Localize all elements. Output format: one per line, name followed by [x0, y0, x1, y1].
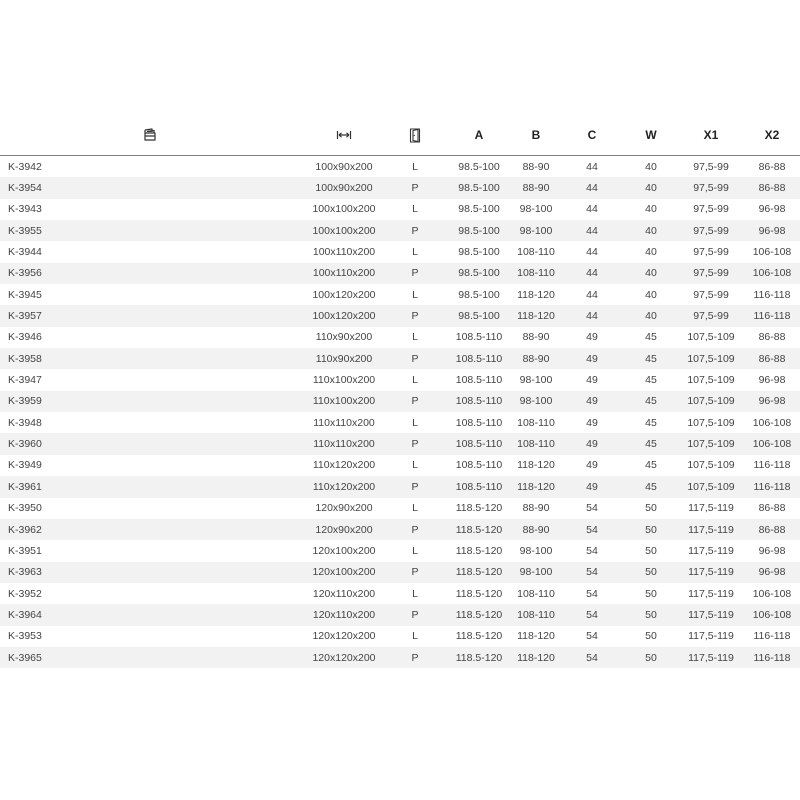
w-value: 45 — [645, 459, 657, 472]
size-value: 100x120x200 — [312, 288, 376, 301]
table-row — [0, 263, 800, 284]
w-value: 40 — [645, 246, 657, 259]
a-value: 108.5-110 — [455, 374, 503, 387]
c-value: 49 — [586, 416, 598, 429]
table-row — [0, 391, 800, 412]
table-row — [0, 455, 800, 476]
c-value: 49 — [586, 438, 598, 451]
x1-value: 117,5-119 — [688, 587, 734, 600]
w-value: 45 — [645, 480, 657, 493]
c-value: 44 — [586, 182, 598, 195]
table-row — [0, 562, 800, 583]
size-value: 100x100x200 — [312, 203, 376, 216]
header-b: B — [531, 128, 541, 142]
size-value: 110x120x200 — [312, 480, 376, 493]
table-body — [0, 156, 800, 668]
x2-value: 116-118 — [753, 459, 791, 472]
size-value: 120x90x200 — [315, 502, 373, 515]
product-code: K-3951 — [8, 544, 42, 557]
b-value: 98-100 — [519, 224, 553, 237]
w-value: 50 — [645, 608, 657, 621]
table-row — [0, 626, 800, 647]
x2-value: 116-118 — [753, 630, 791, 643]
size-value: 110x90x200 — [315, 331, 373, 344]
x2-value: 96-98 — [758, 544, 786, 557]
type-value: L — [412, 203, 418, 216]
product-code: K-3953 — [8, 630, 42, 643]
b-value: 108-110 — [517, 608, 555, 621]
a-value: 108.5-110 — [455, 352, 503, 365]
x1-value: 107,5-109 — [687, 480, 735, 493]
size-value: 100x120x200 — [312, 310, 376, 323]
a-value: 98.5-100 — [458, 246, 500, 259]
product-code: K-3959 — [8, 395, 42, 408]
type-value: P — [411, 224, 419, 237]
a-value: 108.5-110 — [455, 438, 503, 451]
c-value: 44 — [586, 246, 598, 259]
x1-value: 107,5-109 — [687, 438, 735, 451]
product-code: K-3957 — [8, 310, 42, 323]
c-value: 54 — [586, 544, 598, 557]
type-value: P — [411, 651, 419, 664]
door-icon — [395, 115, 435, 155]
x1-value: 97,5-99 — [693, 160, 729, 173]
size-value: 110x110x200 — [313, 438, 375, 451]
type-value: L — [412, 246, 418, 259]
size-value: 110x100x200 — [312, 374, 376, 387]
x1-value: 107,5-109 — [687, 395, 735, 408]
w-value: 50 — [645, 502, 657, 515]
x1-value: 97,5-99 — [693, 288, 729, 301]
x1-value: 97,5-99 — [693, 267, 729, 280]
c-value: 54 — [586, 651, 598, 664]
w-value: 40 — [645, 224, 657, 237]
table-row — [0, 540, 800, 561]
header-x2: X2 — [764, 128, 780, 142]
product-code: K-3958 — [8, 352, 42, 365]
size-value: 110x90x200 — [315, 352, 373, 365]
product-code: K-3943 — [8, 203, 42, 216]
x1-value: 117,5-119 — [688, 502, 734, 515]
x2-value: 96-98 — [758, 566, 786, 579]
w-value: 50 — [645, 544, 657, 557]
x2-value: 106-108 — [752, 267, 792, 280]
x1-value: 97,5-99 — [693, 203, 729, 216]
a-value: 98.5-100 — [458, 203, 500, 216]
type-value: P — [411, 395, 419, 408]
w-value: 40 — [645, 160, 657, 173]
product-code: K-3945 — [8, 288, 42, 301]
a-value: 108.5-110 — [455, 416, 503, 429]
c-value: 49 — [586, 331, 598, 344]
a-value: 98.5-100 — [458, 310, 500, 323]
w-value: 45 — [645, 438, 657, 451]
c-value: 49 — [586, 395, 598, 408]
size-value: 110x100x200 — [312, 395, 376, 408]
product-code: K-3944 — [8, 246, 42, 259]
size-value: 120x90x200 — [315, 523, 373, 536]
x1-value: 107,5-109 — [687, 374, 735, 387]
b-value: 108-110 — [517, 438, 555, 451]
table-row — [0, 305, 800, 326]
c-value: 44 — [586, 224, 598, 237]
w-value: 50 — [645, 630, 657, 643]
width-arrows-icon — [300, 115, 388, 155]
w-value: 45 — [645, 416, 657, 429]
b-value: 88-90 — [522, 160, 550, 173]
type-value: L — [412, 459, 418, 472]
w-value: 45 — [645, 395, 657, 408]
x1-value: 107,5-109 — [687, 416, 735, 429]
a-value: 118.5-120 — [455, 651, 503, 664]
type-value: L — [412, 587, 418, 600]
table-row — [0, 433, 800, 454]
x1-value: 117,5-119 — [688, 630, 734, 643]
a-value: 108.5-110 — [455, 480, 503, 493]
a-value: 108.5-110 — [455, 459, 503, 472]
b-value: 98-100 — [519, 544, 553, 557]
type-value: P — [411, 182, 419, 195]
a-value: 108.5-110 — [455, 395, 503, 408]
x1-value: 97,5-99 — [693, 224, 729, 237]
size-value: 120x120x200 — [312, 651, 376, 664]
size-value: 100x110x200 — [312, 267, 376, 280]
type-value: P — [411, 480, 419, 493]
header-c: C — [587, 128, 597, 142]
table-row — [0, 327, 800, 348]
b-value: 98-100 — [519, 566, 553, 579]
table-row — [0, 519, 800, 540]
b-value: 118-120 — [517, 630, 555, 643]
size-value: 120x110x200 — [312, 608, 376, 621]
b-value: 88-90 — [522, 352, 550, 365]
c-value: 49 — [586, 480, 598, 493]
w-value: 50 — [645, 523, 657, 536]
c-value: 44 — [586, 267, 598, 280]
product-code: K-3964 — [8, 608, 42, 621]
b-value: 118-120 — [517, 288, 555, 301]
x2-value: 86-88 — [758, 502, 786, 515]
b-value: 118-120 — [517, 310, 555, 323]
type-value: L — [412, 160, 418, 173]
type-value: L — [412, 502, 418, 515]
x1-value: 97,5-99 — [693, 246, 729, 259]
product-code: K-3961 — [8, 480, 42, 493]
product-code: K-3965 — [8, 651, 42, 664]
size-value: 120x120x200 — [312, 630, 376, 643]
w-value: 50 — [645, 587, 657, 600]
c-value: 54 — [586, 566, 598, 579]
header-a: A — [474, 128, 484, 142]
w-value: 45 — [645, 352, 657, 365]
x1-value: 117,5-119 — [688, 651, 734, 664]
w-value: 40 — [645, 203, 657, 216]
a-value: 108.5-110 — [455, 331, 503, 344]
c-value: 44 — [586, 160, 598, 173]
x2-value: 96-98 — [758, 374, 786, 387]
a-value: 118.5-120 — [455, 544, 503, 557]
b-value: 118-120 — [517, 651, 555, 664]
x1-value: 117,5-119 — [688, 544, 734, 557]
a-value: 98.5-100 — [458, 267, 500, 280]
a-value: 118.5-120 — [455, 608, 503, 621]
b-value: 118-120 — [517, 459, 555, 472]
size-value: 120x100x200 — [312, 566, 376, 579]
x2-value: 106-108 — [752, 438, 792, 451]
c-value: 49 — [586, 352, 598, 365]
b-value: 88-90 — [522, 502, 550, 515]
type-value: L — [412, 630, 418, 643]
c-value: 44 — [586, 288, 598, 301]
table-row — [0, 476, 800, 497]
header-w: W — [645, 128, 657, 142]
stacked-tray-icon — [120, 115, 180, 155]
a-value: 98.5-100 — [458, 224, 500, 237]
size-value: 100x90x200 — [315, 160, 373, 173]
product-code: K-3946 — [8, 331, 42, 344]
table-row — [0, 412, 800, 433]
table-row — [0, 156, 800, 177]
table-row — [0, 583, 800, 604]
product-code: K-3952 — [8, 587, 42, 600]
table-row — [0, 241, 800, 262]
size-value: 100x100x200 — [312, 224, 376, 237]
table-row — [0, 604, 800, 625]
size-value: 120x110x200 — [312, 587, 376, 600]
product-code: K-3956 — [8, 267, 42, 280]
a-value: 118.5-120 — [455, 587, 503, 600]
x2-value: 86-88 — [758, 182, 786, 195]
header-x1: X1 — [703, 128, 719, 142]
size-value: 110x120x200 — [312, 459, 376, 472]
b-value: 98-100 — [519, 395, 553, 408]
x1-value: 107,5-109 — [687, 459, 735, 472]
b-value: 108-110 — [517, 246, 555, 259]
spec-table — [0, 115, 800, 668]
b-value: 88-90 — [522, 523, 550, 536]
w-value: 45 — [645, 331, 657, 344]
c-value: 49 — [586, 374, 598, 387]
a-value: 98.5-100 — [458, 288, 500, 301]
w-value: 40 — [645, 267, 657, 280]
x1-value: 97,5-99 — [693, 182, 729, 195]
type-value: L — [412, 544, 418, 557]
c-value: 54 — [586, 587, 598, 600]
x2-value: 116-118 — [753, 480, 791, 493]
table-row — [0, 348, 800, 369]
type-value: P — [411, 566, 419, 579]
table-row — [0, 177, 800, 198]
c-value: 54 — [586, 523, 598, 536]
x2-value: 86-88 — [758, 331, 786, 344]
x2-value: 106-108 — [752, 246, 792, 259]
product-code: K-3942 — [8, 160, 42, 173]
b-value: 88-90 — [522, 331, 550, 344]
table-row — [0, 220, 800, 241]
b-value: 118-120 — [517, 480, 555, 493]
x2-value: 106-108 — [752, 416, 792, 429]
x2-value: 116-118 — [753, 310, 791, 323]
x1-value: 107,5-109 — [687, 352, 735, 365]
type-value: P — [411, 310, 419, 323]
c-value: 44 — [586, 310, 598, 323]
a-value: 98.5-100 — [458, 160, 500, 173]
b-value: 108-110 — [517, 267, 555, 280]
type-value: P — [411, 352, 419, 365]
b-value: 108-110 — [517, 587, 555, 600]
product-code: K-3950 — [8, 502, 42, 515]
type-value: P — [411, 267, 419, 280]
size-value: 100x110x200 — [312, 246, 376, 259]
type-value: L — [412, 374, 418, 387]
x2-value: 86-88 — [758, 523, 786, 536]
a-value: 118.5-120 — [455, 566, 503, 579]
product-code: K-3948 — [8, 416, 42, 429]
c-value: 54 — [586, 502, 598, 515]
product-code: K-3947 — [8, 374, 42, 387]
product-code: K-3960 — [8, 438, 42, 451]
x1-value: 97,5-99 — [693, 310, 729, 323]
size-value: 110x110x200 — [313, 416, 375, 429]
b-value: 108-110 — [517, 416, 555, 429]
b-value: 98-100 — [519, 374, 553, 387]
c-value: 49 — [586, 459, 598, 472]
x2-value: 116-118 — [753, 651, 791, 664]
type-value: P — [411, 438, 419, 451]
product-code: K-3954 — [8, 182, 42, 195]
table-row — [0, 284, 800, 305]
a-value: 118.5-120 — [455, 502, 503, 515]
a-value: 118.5-120 — [455, 630, 503, 643]
b-value: 98-100 — [519, 203, 553, 216]
x1-value: 117,5-119 — [688, 566, 734, 579]
table-row — [0, 647, 800, 668]
x2-value: 86-88 — [758, 160, 786, 173]
type-value: L — [412, 331, 418, 344]
x2-value: 96-98 — [758, 224, 786, 237]
x1-value: 107,5-109 — [687, 331, 735, 344]
type-value: P — [411, 523, 419, 536]
table-header — [0, 115, 800, 156]
a-value: 98.5-100 — [458, 182, 500, 195]
size-value: 120x100x200 — [312, 544, 376, 557]
size-value: 100x90x200 — [315, 182, 373, 195]
table-row — [0, 369, 800, 390]
c-value: 54 — [586, 630, 598, 643]
product-code: K-3949 — [8, 459, 42, 472]
x2-value: 96-98 — [758, 203, 786, 216]
type-value: L — [412, 288, 418, 301]
x2-value: 106-108 — [752, 608, 792, 621]
product-code: K-3962 — [8, 523, 42, 536]
x2-value: 106-108 — [752, 587, 792, 600]
product-code: K-3955 — [8, 224, 42, 237]
x1-value: 117,5-119 — [688, 523, 734, 536]
x2-value: 96-98 — [758, 395, 786, 408]
table-row — [0, 199, 800, 220]
b-value: 88-90 — [522, 182, 550, 195]
type-value: P — [411, 608, 419, 621]
w-value: 40 — [645, 310, 657, 323]
x2-value: 86-88 — [758, 352, 786, 365]
c-value: 54 — [586, 608, 598, 621]
x1-value: 117,5-119 — [688, 608, 734, 621]
w-value: 40 — [645, 182, 657, 195]
product-code: K-3963 — [8, 566, 42, 579]
w-value: 50 — [645, 651, 657, 664]
table-row — [0, 498, 800, 519]
w-value: 40 — [645, 288, 657, 301]
c-value: 44 — [586, 203, 598, 216]
w-value: 50 — [645, 566, 657, 579]
type-value: L — [412, 416, 418, 429]
x2-value: 116-118 — [753, 288, 791, 301]
w-value: 45 — [645, 374, 657, 387]
a-value: 118.5-120 — [455, 523, 503, 536]
